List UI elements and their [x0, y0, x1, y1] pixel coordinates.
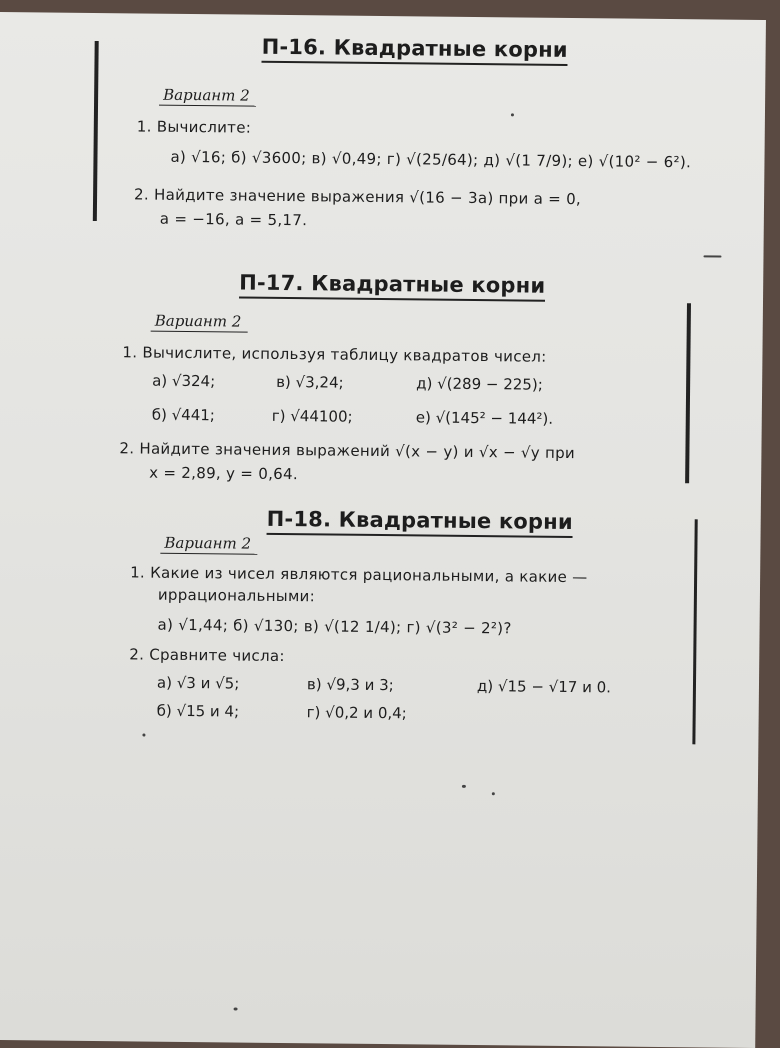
task-1-item: е) √(145² − 144²).: [415, 408, 554, 428]
task-2-line-2: x = 2,89, y = 0,64.: [149, 463, 299, 484]
task-2-line-1: 2. Найдите значение выражения √(16 − 3a) при a = 0,: [134, 185, 582, 209]
section-title: П-18. Квадратные корни: [267, 507, 573, 538]
task-1-item: б) √441;: [151, 405, 216, 425]
scan-speck: [511, 113, 514, 116]
scan-speck: [462, 785, 466, 788]
section-p16: [0, 12, 760, 260]
task-2-item: б) √15 и 4;: [156, 701, 240, 721]
section-title: П-16. Квадратные корни: [261, 35, 567, 66]
task-1-items: а) √1,44; б) √130; в) √(12 1/4); г) √(3² − 2²)?: [157, 615, 512, 638]
section-p18: [0, 492, 755, 740]
task-2-line-2: a = −16, a = 5,17.: [159, 209, 308, 230]
task-1-heading: 1. Вычислите:: [136, 117, 252, 137]
task-1-item: д) √(289 − 225);: [416, 374, 543, 394]
task-2-item: а) √3 и √5;: [156, 673, 240, 693]
task-2-line-1: 2. Найдите значения выражений √(x − y) и √x − √y при: [119, 439, 576, 463]
variant-label: Вариант 2: [151, 312, 248, 333]
task-2-item: г) √0,2 и 0,4;: [306, 703, 407, 723]
task-2-item: д) √15 − √17 и 0.: [476, 677, 612, 697]
section-title: П-17. Квадратные корни: [239, 271, 545, 302]
task-2-item: в) √9,3 и 3;: [306, 675, 394, 695]
scan-speck: [492, 792, 495, 795]
task-1-heading: 1. Вычислите, используя таблицу квадратов чисел:: [122, 343, 547, 366]
scan-speck: [234, 1008, 238, 1011]
task-1-line-2: иррациональными:: [157, 585, 316, 606]
section-p17: [0, 252, 757, 490]
scan-speck: [703, 255, 721, 257]
variant-label: Вариант 2: [160, 534, 257, 555]
task-1-item: а) √324;: [152, 371, 216, 391]
task-2-heading: 2. Сравните числа:: [129, 645, 285, 666]
paper-sheet: [0, 12, 766, 1048]
variant-label: Вариант 2: [159, 86, 256, 107]
scan-speck: [142, 734, 145, 737]
task-1-item: г) √44100;: [271, 406, 353, 426]
task-1-items: а) √16; б) √3600; в) √0,49; г) √(25/64); д) √(1 7/9); е) √(10² − 6²).: [170, 147, 692, 172]
task-1-item: в) √3,24;: [276, 372, 344, 392]
task-1-line-1: 1. Какие из чисел являются рациональными, а какие —: [130, 563, 588, 587]
